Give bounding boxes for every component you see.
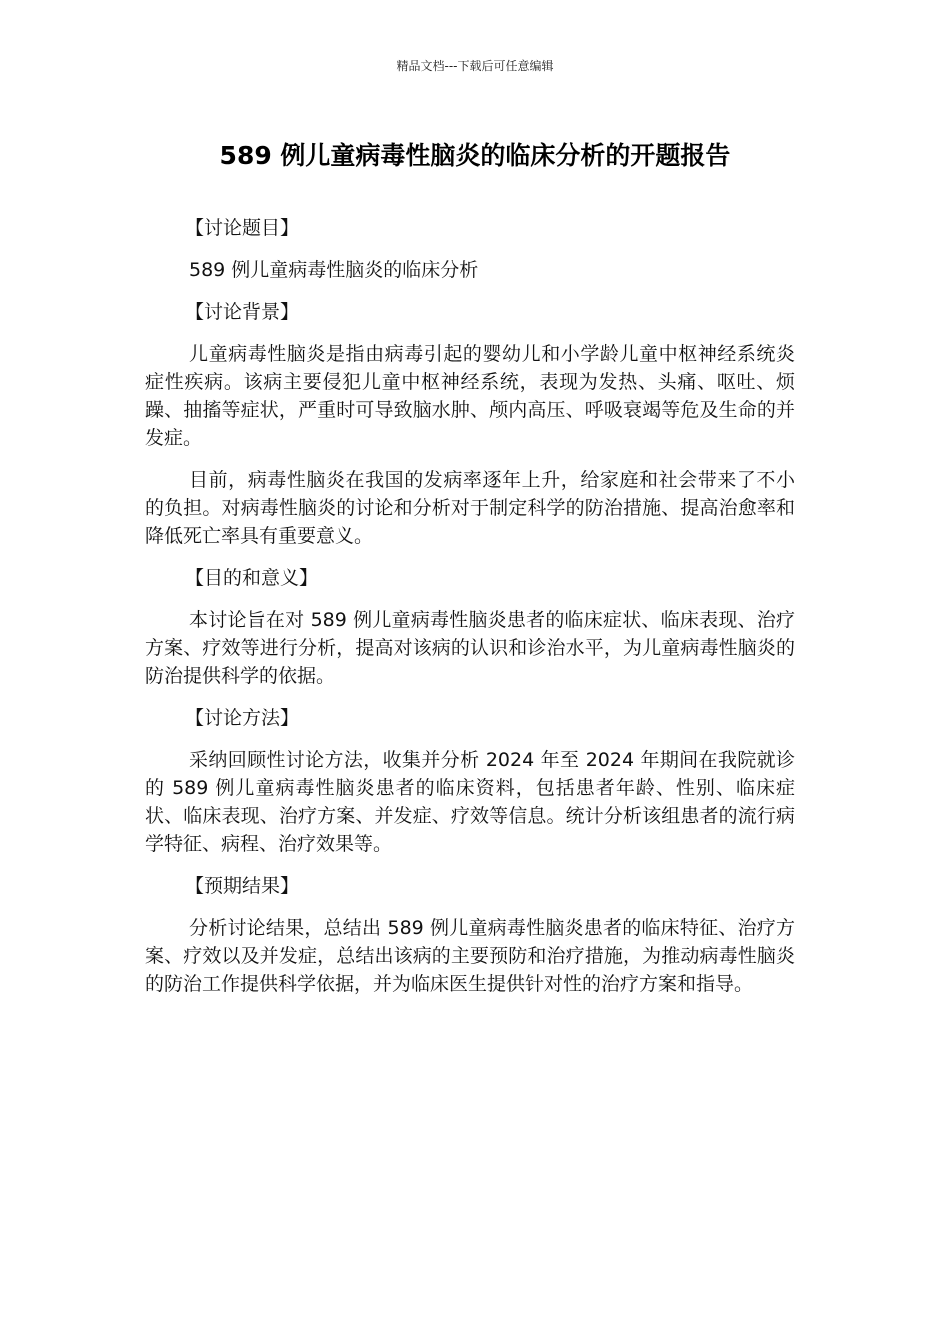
background-heading: 【讨论背景】 (185, 301, 300, 323)
topic-heading: 【讨论题目】 (185, 217, 300, 239)
background-paragraph: 儿童病毒性脑炎是指由病毒引起的婴幼儿和小学龄儿童中枢神经系统炎症性疾病。该病主要侵犯儿童中枢神经系统，表现为发热、头痛、呕吐、烦躁、抽搐等症状，严重时可导致脑水肿、颅内高压、呼吸衰竭等危及生命的并发症。 (145, 343, 795, 449)
purpose-paragraph: 本讨论旨在对 589 例儿童病毒性脑炎患者的临床症状、临床表现、治疗方案、疗效等进行分析，提高对该病的认识和诊治水平，为儿童病毒性脑炎的防治提供科学的依据。 (145, 609, 795, 687)
background-paragraph: 目前，病毒性脑炎在我国的发病率逐年上升，给家庭和社会带来了不小的负担。对病毒性脑炎的讨论和分析对于制定科学的防治措施、提高治愈率和降低死亡率具有重要意义。 (145, 469, 795, 547)
document-body (145, 214, 795, 1012)
expected-paragraph: 分析讨论结果，总结出 589 例儿童病毒性脑炎患者的临床特征、治疗方案、疗效以及并发症，总结出该病的主要预防和治疗措施，为推动病毒性脑炎的防治工作提供科学依据，并为临床医生提供针对性的治疗方案和指导。 (145, 917, 795, 995)
purpose-heading: 【目的和意义】 (185, 567, 319, 589)
topic-text: 589 例儿童病毒性脑炎的临床分析 (189, 259, 479, 281)
document-title: 589 例儿童病毒性脑炎的临床分析的开题报告 (219, 141, 731, 170)
page-header-note: 精品文档---下载后可任意编辑 (396, 59, 554, 73)
method-heading: 【讨论方法】 (185, 707, 300, 729)
expected-heading: 【预期结果】 (185, 875, 300, 897)
method-paragraph: 采纳回顾性讨论方法，收集并分析 2024 年至 2024 年期间在我院就诊的 589 例儿童病毒性脑炎患者的临床资料，包括患者年龄、性别、临床症状、临床表现、治疗方案、并发症、疗效等信息。统计分析该组患者的流行病学特征、病程、治疗效果等。 (145, 749, 795, 855)
